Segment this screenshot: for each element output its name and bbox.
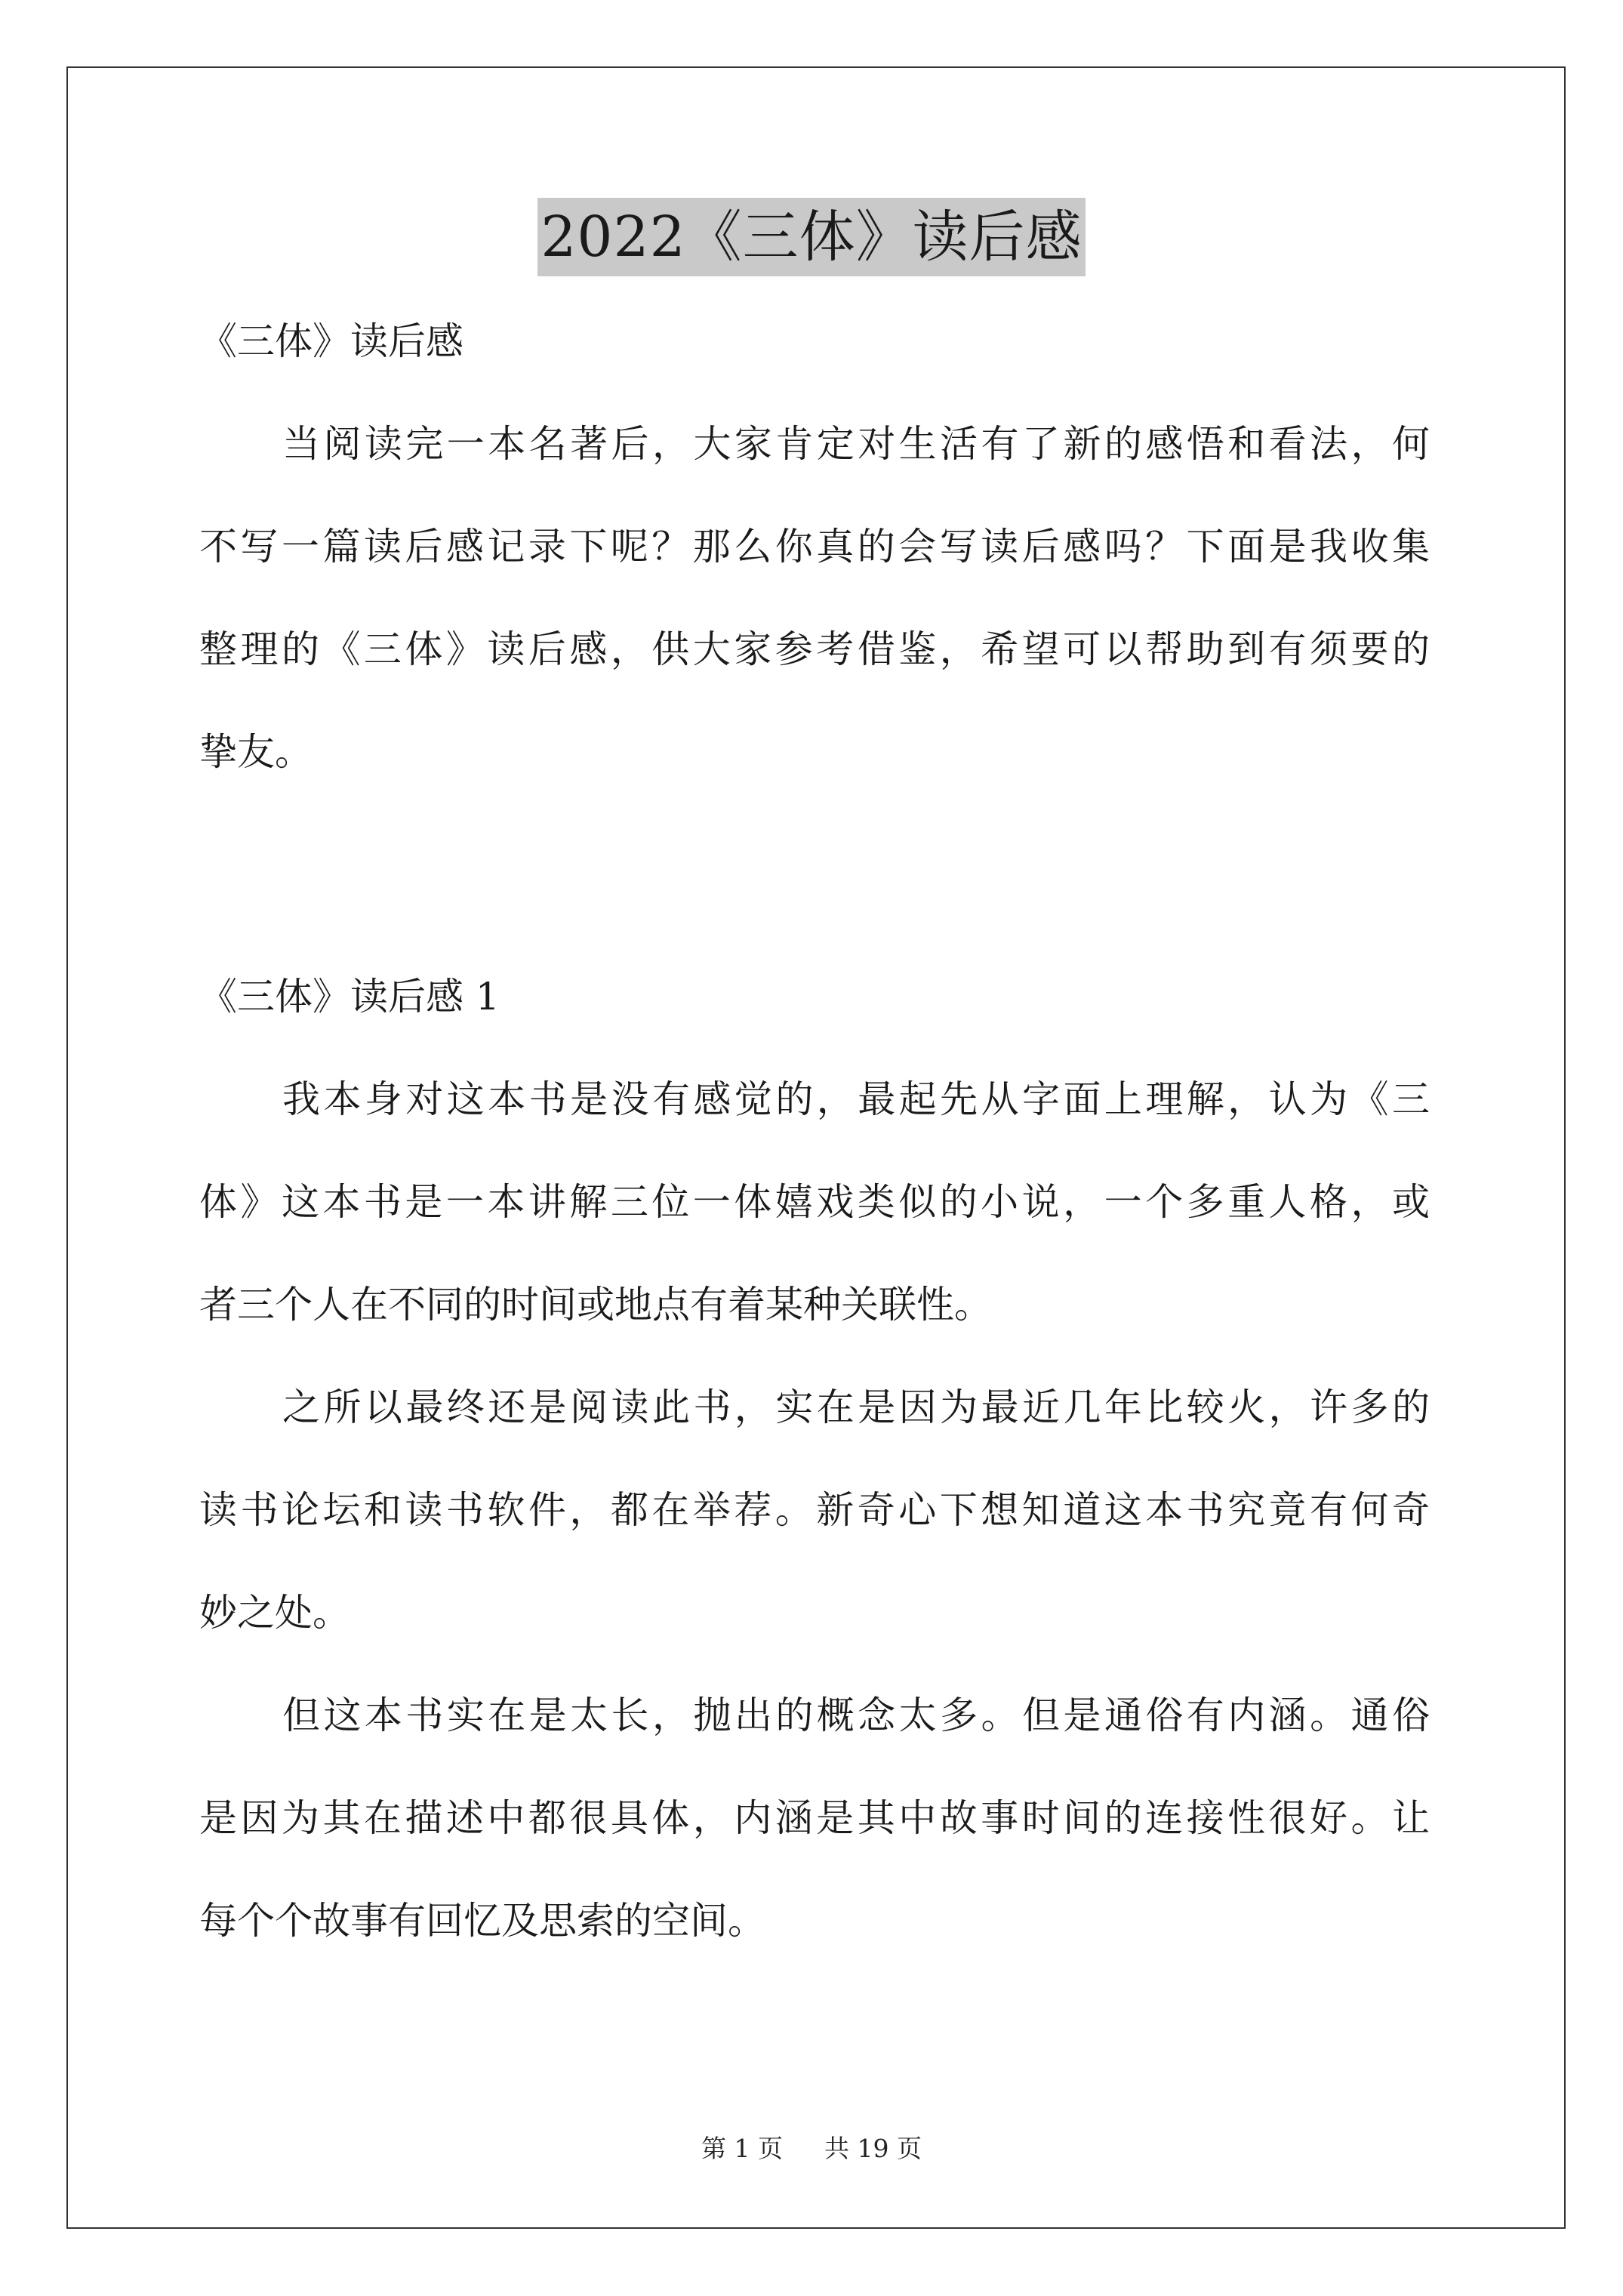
paragraph-line: 每个个故事有回忆及思索的空间。 — [199, 1899, 765, 1943]
intro-line: 整理的《三体》读后感，供大家参考借鉴，希望可以帮助到有须要的 — [199, 627, 1430, 671]
section1-heading: 《三体》读后感 1 — [199, 975, 500, 1019]
page-total: 共 19 页 — [824, 2134, 922, 2163]
intro-line: 不写一篇读后感记录下呢？那么你真的会写读后感吗？下面是我收集 — [199, 525, 1430, 569]
page-number: 第 1 页 — [701, 2134, 783, 2163]
document-body — [199, 310, 1430, 1992]
paragraph-line: 体》这本书是一本讲解三位一体嬉戏类似的小说，一个多重人格，或 — [199, 1180, 1430, 1224]
paragraph-line: 我本身对这本书是没有感觉的，最起先从字面上理解，认为《三 — [282, 1077, 1430, 1121]
intro-line: 挚友。 — [199, 730, 313, 774]
paragraph-line: 是因为其在描述中都很具体，内涵是其中故事时间的连接性很好。让 — [199, 1796, 1430, 1840]
document-title: 2022《三体》读后感 — [537, 198, 1085, 276]
paragraph-line: 读书论坛和读书软件，都在举荐。新奇心下想知道这本书究竟有何奇 — [199, 1488, 1430, 1532]
paragraph-line: 之所以最终还是阅读此书，实在是因为最近几年比较火，许多的 — [282, 1385, 1430, 1429]
section-spacer — [199, 823, 1430, 965]
intro-line: 当阅读完一本名著后，大家肯定对生活有了新的感悟和看法，何 — [282, 422, 1430, 466]
title-block — [0, 198, 1623, 276]
paragraph-line: 者三个人在不同的时间或地点有着某种关联性。 — [199, 1283, 992, 1327]
page-footer — [0, 2132, 1623, 2165]
paragraph-line: 妙之处。 — [199, 1591, 350, 1635]
intro-heading: 《三体》读后感 — [199, 319, 463, 363]
paragraph-line: 但这本书实在是太长，抛出的概念太多。但是通俗有内涵。通俗 — [282, 1693, 1430, 1737]
